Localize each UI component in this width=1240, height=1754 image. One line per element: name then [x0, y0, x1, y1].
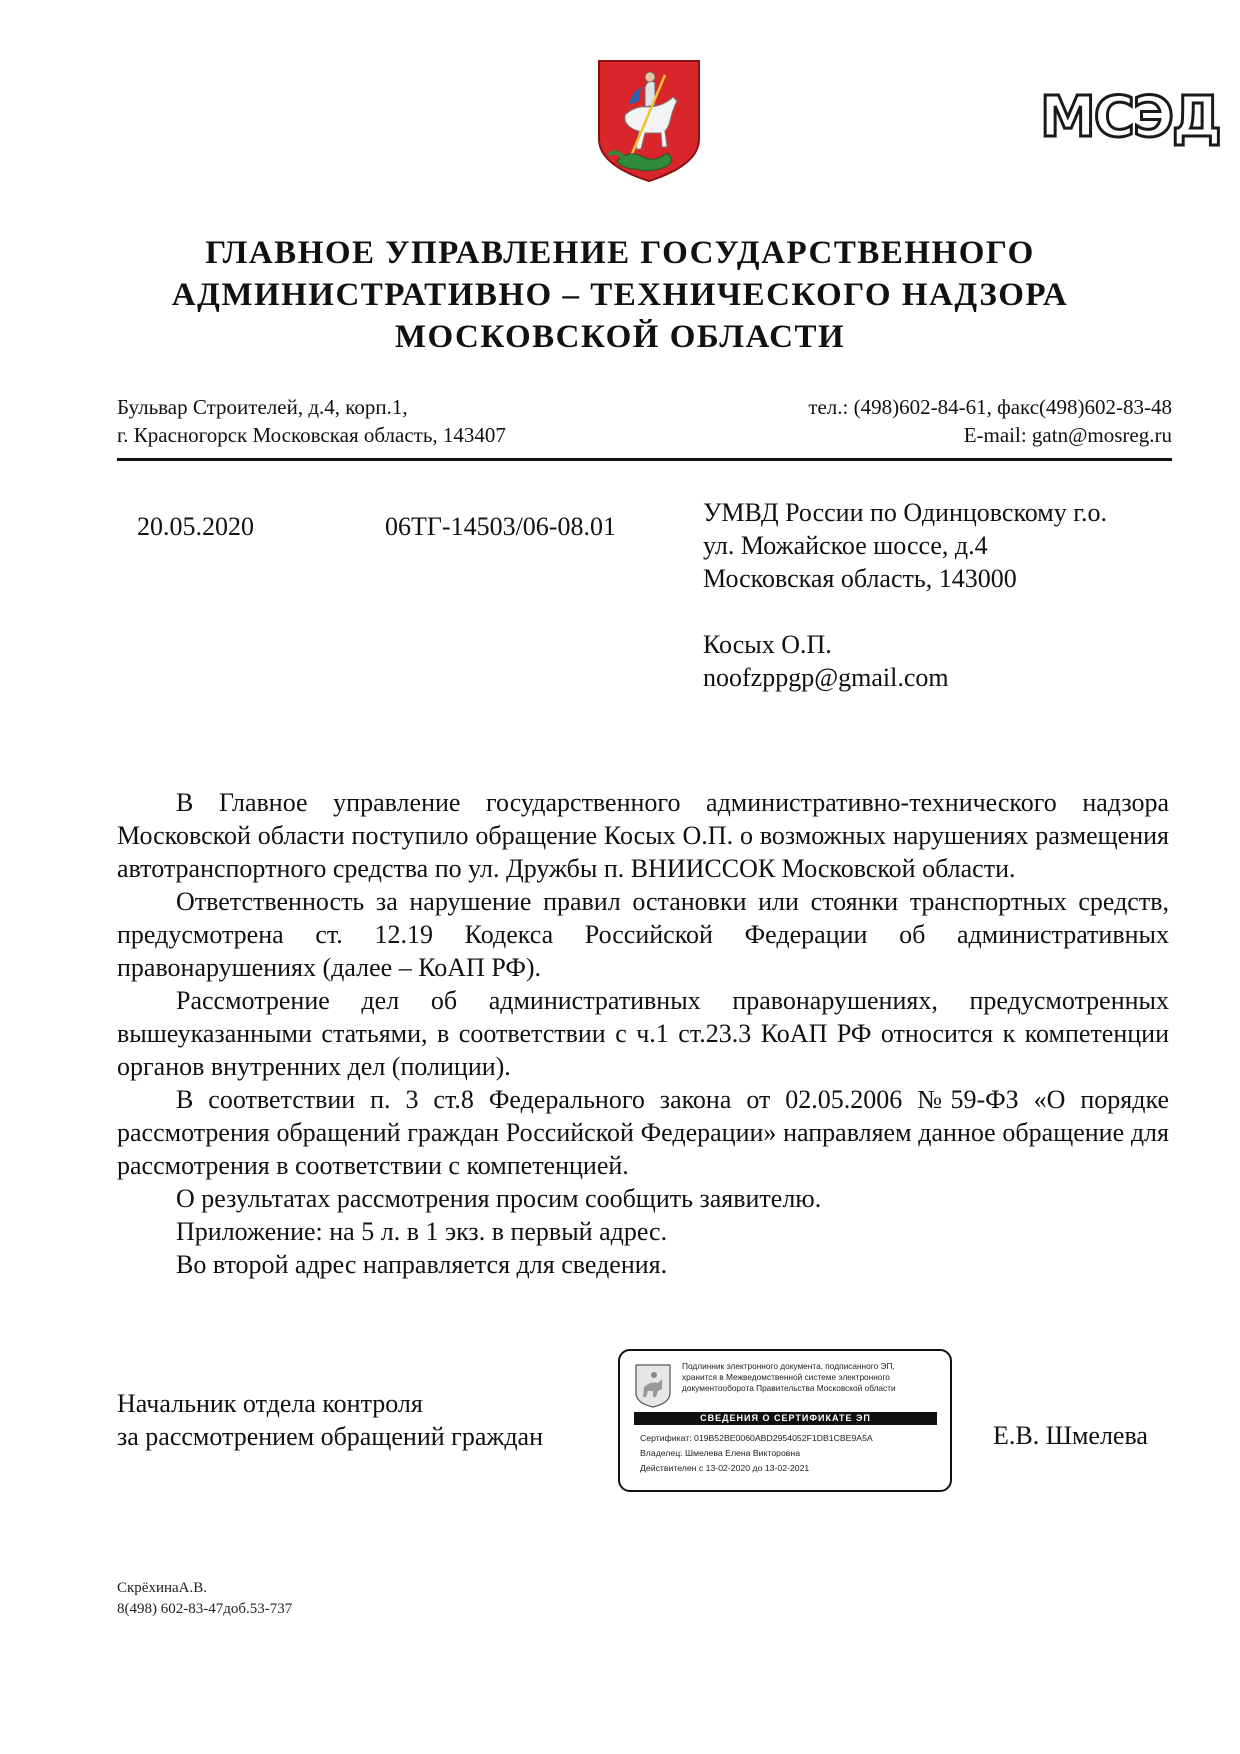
body-paragraph: О результатах рассмотрения просим сообщить заявителю.: [176, 1184, 822, 1213]
stamp-validity: Действителен с 13-02-2020 до 13-02-2021: [640, 1463, 810, 1473]
organization-title-line: ГЛАВНОЕ УПРАВЛЕНИЕ ГОСУДАРСТВЕННОГО: [205, 235, 1035, 271]
body-paragraph: Ответственность за нарушение правил остановки или стоянки транспортных средств, предусмотрена ст. 12.19 Кодекса Российской Федерации об административных правонарушениях (далее – КоАП РФ).: [117, 887, 1169, 982]
organization-contacts: [808, 393, 1172, 449]
msed-logo: МСЭД: [1040, 85, 1220, 150]
executor-info: [117, 1578, 292, 1620]
executor-phone: 8(498) 602-83-47доб.53-737: [117, 1601, 293, 1617]
organization-title-line: МОСКОВСКОЙ ОБЛАСТИ: [394, 319, 846, 355]
organization-title: [140, 232, 1100, 358]
body-paragraph: В Главное управление государственного административно-технического надзора Московской области поступило обращение Косых О.П. о возможных нарушениях размещения автотранспортного средства по ул. Дружбы п. ВНИИССОК Московской области.: [117, 788, 1169, 883]
stamp-owner: Владелец: Шмелева Елена Викторовна: [640, 1448, 801, 1458]
position-line: за рассмотрением обращений граждан: [117, 1422, 544, 1451]
recipient-line: Московская область, 143000: [703, 564, 1017, 593]
body-paragraph: Во второй адрес направляется для сведения.: [176, 1250, 668, 1279]
electronic-signature-stamp: [618, 1349, 952, 1492]
body-paragraph: В соответствии п. 3 ст.8 Федерального закона от 02.05.2006 №59-ФЗ «О порядке рассмотрения обращений граждан Российской Федерации» направляем данное обращение для рассмотрения в соответствии с компетенцией.: [117, 1085, 1169, 1180]
organization-address: [117, 393, 506, 449]
document-number: 06ТГ-14503/06-08.01: [385, 512, 616, 541]
stamp-note: [682, 1361, 944, 1394]
recipient-line: noofzppgp@gmail.com: [703, 663, 949, 692]
stamp-certificate: Сертификат: 019B52BE0060ABD2954052F1DB1CBE9A5A: [640, 1433, 873, 1443]
stamp-note-line: Подлинник электронного документа, подписанного ЭП,: [682, 1361, 895, 1371]
address-line: Бульвар Строителей, д.4, корп.1,: [117, 395, 408, 419]
signatory-name: Е.В. Шмелева: [993, 1421, 1148, 1450]
stamp-title: СВЕДЕНИЯ О СЕРТИФИКАТЕ ЭП: [634, 1412, 937, 1425]
stamp-note-line: хранится в Межведомственной системе электронного: [682, 1372, 890, 1382]
recipient-line: Косых О.П.: [703, 630, 832, 659]
recipient-secondary: [703, 628, 949, 694]
stamp-emblem-icon: [634, 1363, 672, 1409]
document-date: 20.05.2020: [137, 512, 254, 541]
executor-name: СкрёхинаА.В.: [117, 1580, 207, 1596]
position-line: Начальник отдела контроля: [117, 1389, 423, 1418]
body-paragraph: Рассмотрение дел об административных правонарушениях, предусмотренных вышеуказанными статьями, в соответствии с ч.1 ст.23.3 КоАП РФ относится к компетенции органов внутренних дел (полиции).: [117, 986, 1169, 1081]
organization-title-line: АДМИНИСТРАТИВНО – ТЕХНИЧЕСКОГО НАДЗОРА: [171, 277, 1069, 313]
recipient-line: УМВД России по Одинцовскому г.о.: [703, 498, 1107, 527]
recipient-primary: [703, 496, 1107, 595]
moscow-oblast-coat-of-arms: [595, 57, 703, 185]
letter-body: [117, 786, 1169, 1281]
stamp-details: [640, 1431, 873, 1476]
email-line: E-mail: gatn@mosreg.ru: [963, 423, 1172, 447]
phone-fax-line: тел.: (498)602-84-61, факс(498)602-83-48: [808, 395, 1172, 419]
body-paragraph: Приложение: на 5 л. в 1 экз. в первый адрес.: [176, 1217, 668, 1246]
address-line: г. Красногорск Московская область, 143407: [117, 423, 506, 447]
signatory-position: [117, 1387, 543, 1453]
recipient-line: ул. Можайское шоссе, д.4: [703, 531, 988, 560]
header-divider: [117, 458, 1172, 461]
stamp-note-line: документооборота Правительства Московской области: [682, 1383, 896, 1393]
